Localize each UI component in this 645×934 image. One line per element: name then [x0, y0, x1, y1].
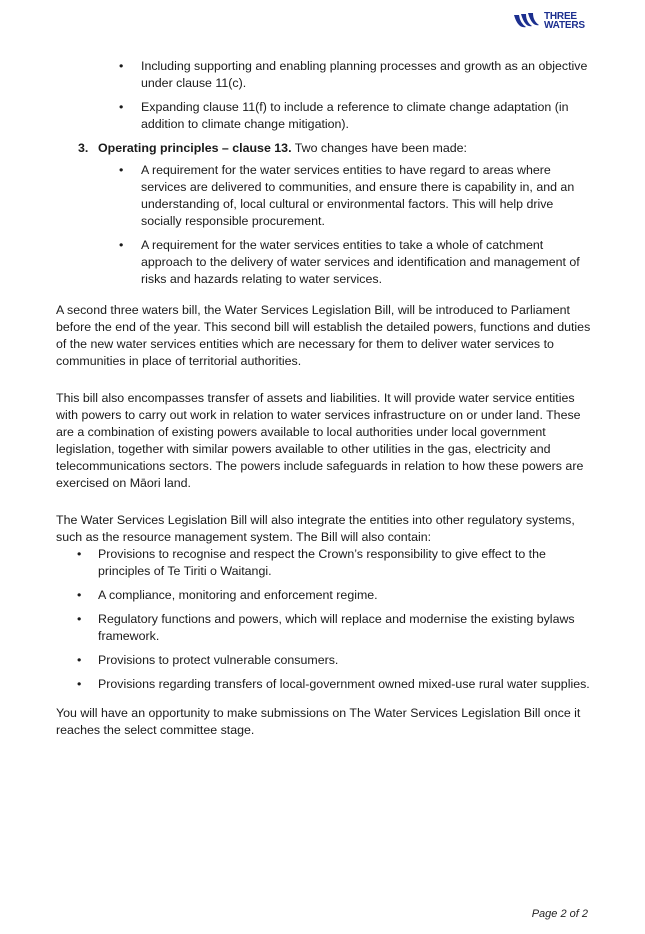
bill-contents-bullet-list — [56, 546, 596, 693]
item-text: Two changes have been made: — [291, 141, 467, 155]
three-waters-logo — [512, 9, 592, 33]
list-item — [56, 587, 596, 604]
item-number: 3. — [78, 141, 89, 155]
list-item-text: A compliance, monitoring and enforcement regime. — [98, 588, 378, 602]
page-number: Page 2 of 2 — [531, 908, 588, 920]
numbered-item-3 — [56, 140, 596, 157]
list-item-text: Provisions regarding transfers of local-government owned mixed-use rural water supplies. — [98, 677, 590, 691]
logo-line1: THREE — [544, 11, 577, 22]
bullet-icon: • — [77, 588, 82, 602]
list-item — [56, 611, 596, 645]
logo-text — [544, 12, 585, 30]
bullet-icon: • — [119, 238, 124, 252]
list-item-text: Regulatory functions and powers, which will replace and modernise the existing bylaws framework. — [98, 612, 575, 643]
list-item-text: A requirement for the water services entities to have regard to areas where services are delivered to communities, and ensure there is capability in, and an understanding of, local cultural or environmental factors. This will help drive socially responsible procurement. — [141, 163, 575, 228]
wave-logo-icon — [512, 11, 542, 31]
paragraph: The Water Services Legislation Bill will also integrate the entities into other regulatory systems, such as the resource management system. The Bill will also contain: — [56, 513, 575, 544]
bullet-icon: • — [77, 547, 82, 561]
list-item-text: Provisions to protect vulnerable consumers. — [98, 653, 339, 667]
list-item-text: A requirement for the water services entities to take a whole of catchment approach to the delivery of water services and identification and management of risks and hazards relating to water services. — [141, 238, 580, 286]
clause11-bullet-list — [56, 58, 596, 133]
bullet-icon: • — [119, 59, 124, 73]
list-item-text: Including supporting and enabling planning processes and growth as an objective under clause 11(c). — [141, 59, 588, 90]
bullet-icon: • — [119, 100, 124, 114]
bullet-icon: • — [77, 653, 82, 667]
bullet-icon: • — [119, 163, 124, 177]
list-item — [56, 58, 596, 92]
bullet-icon: • — [77, 612, 82, 626]
paragraph: A second three waters bill, the Water Services Legislation Bill, will be introduced to Parliament before the end of the year. This second bill will establish the detailed powers, functions and duties of the new water services entities which are necessary for them to deliver water services to communities in place of territorial authorities. — [56, 303, 591, 368]
paragraph: You will have an opportunity to make submissions on The Water Services Legislation Bill once it reaches the select committee stage. — [56, 706, 581, 737]
list-item — [56, 162, 596, 230]
document-body — [56, 58, 596, 739]
paragraph: This bill also encompasses transfer of assets and liabilities. It will provide water service entities with powers to carry out work in relation to water services infrastructure on or under land. These are a combination of existing powers available to local authorities under local government legislation, together with similar powers available to other utilities in the gas, electricity and telecommunications sectors. The powers include safeguards in relation to how these powers are exercised on Māori land. — [56, 391, 584, 490]
logo-line2: WATERS — [544, 20, 585, 31]
list-item-text: Expanding clause 11(f) to include a reference to climate change adaptation (in addition to climate change mitigation). — [141, 100, 569, 131]
bullet-icon: • — [77, 677, 82, 691]
list-item — [56, 676, 596, 693]
list-item-text: Provisions to recognise and respect the Crown’s responsibility to give effect to the principles of Te Tiriti o Waitangi. — [98, 547, 546, 578]
list-item — [56, 237, 596, 288]
list-item — [56, 546, 596, 580]
list-item — [56, 652, 596, 669]
operating-principles-bullet-list — [56, 162, 596, 288]
item-heading: Operating principles – clause 13. — [98, 141, 292, 155]
list-item — [56, 99, 596, 133]
